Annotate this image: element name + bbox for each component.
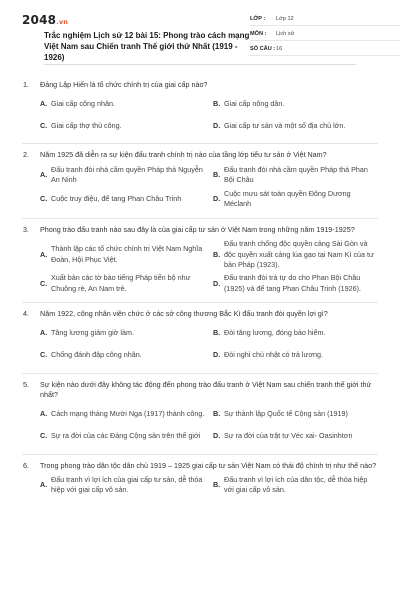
option-letter: B. (213, 98, 221, 108)
question-number: 3. (23, 224, 29, 234)
answer-option-a[interactable] (40, 324, 205, 343)
answer-option-a[interactable] (40, 405, 205, 424)
option-text: Giai cấp tư sản và một số địa chủ lớn. (224, 120, 346, 130)
question-item (22, 144, 378, 218)
answer-option-c[interactable] (40, 273, 205, 294)
question-text (22, 461, 378, 475)
question-item (22, 455, 378, 504)
option-letter: C. (40, 193, 48, 203)
meta-value: 16 (276, 46, 283, 53)
logo-suffix: .vn (56, 18, 69, 26)
option-letter: A. (40, 327, 48, 337)
question-body: Trong phong trào dân tộc dân chủ 1919 – 1925 giai cấp tư sản Việt Nam có thái độ chính trị như thế nào? (40, 460, 377, 470)
question-text (22, 309, 378, 323)
meta-label: LỚP : (250, 16, 266, 23)
option-text: Cuộc mưu sát toàn quyền Đông Dương Méclanh (224, 188, 351, 209)
option-letter: A. (40, 98, 48, 108)
option-letter: B. (213, 249, 221, 259)
option-text: Đòi nghỉ chủ nhật có trả lương. (224, 349, 324, 359)
question-body: Năm 1925 đã diễn ra sự kiện đấu tranh chính trị nào của tầng lớp tiểu tư sản ở Việt Nam? (40, 150, 327, 160)
answer-option-a[interactable] (40, 475, 205, 496)
meta-row-subject (250, 29, 400, 41)
page-title: Trắc nghiệm Lịch sử 12 bài 15: Phong trào cách mạng Việt Nam sau Chiến tranh Thế giới thứ Nhất (1919 - 1926) (44, 31, 250, 63)
header-divider (44, 64, 356, 65)
option-text: Đấu tranh đòi trả tự do cho Phan Bội Châu (1925) và để tang Phan Châu Trinh (1926). (224, 273, 362, 293)
option-letter: D. (213, 120, 221, 130)
option-text: Sự thành lập Quốc tế Cộng sản (1919) (224, 408, 348, 418)
question-list (22, 74, 378, 504)
question-item (22, 74, 378, 144)
option-letter: C. (40, 278, 48, 288)
question-body: Năm 1922, công nhân viên chức ở các sở công thương Bắc Kì đấu tranh đòi quyền lợi gì? (40, 309, 328, 319)
option-text: Đấu tranh đòi nhà cầm quyền Pháp thả Nguyễn An Ninh (51, 164, 203, 185)
option-text: Chống đánh đập công nhân. (51, 349, 142, 359)
meta-label: MÔN : (250, 31, 267, 38)
question-text (22, 380, 378, 405)
question-item (22, 374, 378, 455)
answer-option-b[interactable] (213, 475, 378, 496)
option-letter: A. (40, 249, 48, 259)
answer-option-c[interactable] (40, 346, 205, 365)
option-letter: B. (213, 408, 221, 418)
answer-options (22, 475, 378, 496)
answer-option-c[interactable] (40, 116, 205, 135)
option-letter: B. (213, 480, 221, 490)
answer-options (22, 405, 378, 446)
answer-option-d[interactable] (213, 189, 378, 210)
question-text (22, 80, 378, 94)
answer-options (22, 239, 378, 294)
answer-option-a[interactable] (40, 239, 205, 270)
answer-option-b[interactable] (213, 239, 378, 270)
answer-option-c[interactable] (40, 189, 205, 210)
answer-option-a[interactable] (40, 94, 205, 113)
option-letter: C. (40, 349, 48, 359)
meta-value: Lịch sử (276, 31, 295, 38)
option-letter: A. (40, 170, 48, 180)
option-text: Tăng lương giảm giờ làm. (51, 327, 134, 337)
answer-option-b[interactable] (213, 405, 378, 424)
meta-value: Lớp 12 (276, 16, 294, 23)
answer-options (22, 165, 378, 210)
option-letter: D. (213, 349, 221, 359)
answer-option-b[interactable] (213, 165, 378, 186)
option-text: Đòi tăng lương, đóng bảo hiểm. (224, 327, 326, 337)
answer-option-d[interactable] (213, 346, 378, 365)
question-text (22, 150, 378, 164)
logo-text: 2048 (22, 13, 57, 27)
question-number: 1. (23, 80, 29, 89)
question-number: 2. (23, 150, 29, 160)
question-number: 5. (23, 379, 29, 389)
option-text: Giai cấp thợ thủ công. (51, 120, 122, 130)
option-letter: B. (213, 170, 221, 180)
option-letter: D. (213, 193, 221, 203)
meta-row-count (250, 44, 400, 56)
answer-option-a[interactable] (40, 165, 205, 186)
question-body: Sự kiện nào dưới đây không tác động đến phong trào đấu tranh ở Việt Nam sau chiến tranh thế giới thứ nhất? (40, 379, 372, 400)
meta-row-class (250, 14, 400, 26)
meta-label: SỐ CÂU : (250, 46, 276, 53)
option-letter: C. (40, 120, 48, 130)
question-item (22, 219, 378, 304)
question-item (22, 303, 378, 373)
quiz-meta (250, 14, 400, 59)
option-text: Sự ra đời của các Đảng Cộng sản trên thế giới (51, 430, 201, 440)
option-text: Xuất bản các tờ báo tiếng Pháp tiến bộ như Chuông rè, An Nam trẻ. (51, 273, 191, 293)
option-letter: A. (40, 480, 48, 490)
option-letter: C. (40, 430, 48, 440)
answer-option-b[interactable] (213, 324, 378, 343)
option-text: Sự ra đời của trật tự Véc xai- Oasinhtơn (224, 430, 353, 440)
option-text: Giai cấp nông dân. (224, 98, 285, 108)
option-text: Cuộc truy điệu, để tang Phan Châu Trinh (51, 193, 182, 203)
option-text: Giai cấp công nhân. (51, 98, 115, 108)
option-text: Thành lập các tổ chức chính trị Việt Nam Nghĩa Đoàn, Hội Phục Việt. (51, 244, 203, 264)
option-letter: B. (213, 327, 221, 337)
option-text: Đấu tranh vì lợi ích của dân tộc, dễ thỏa hiệp với giai cấp vô sản. (224, 475, 368, 495)
question-body: Phong trào đấu tranh nào sau đây là của giai cấp tư sản ở Việt Nam trong những năm 1919-1925? (40, 224, 355, 234)
answer-option-b[interactable] (213, 94, 378, 113)
option-letter: A. (40, 408, 48, 418)
answer-options (22, 324, 378, 365)
option-text: Cách mạng tháng Mười Nga (1917) thành công. (51, 408, 205, 418)
question-text (22, 225, 378, 239)
question-body: Đảng Lập Hiến là tổ chức chính trị của giai cấp nào? (40, 80, 208, 89)
answer-options (22, 94, 378, 135)
answer-option-d[interactable] (213, 273, 378, 294)
option-text: Đấu tranh đòi nhà cầm quyền Pháp thả Phan Bội Châu (224, 164, 368, 185)
option-letter: D. (213, 278, 221, 288)
page-header (22, 0, 378, 68)
answer-option-c[interactable] (40, 427, 205, 446)
question-number: 6. (23, 460, 29, 470)
question-number: 4. (23, 309, 29, 319)
option-letter: D. (213, 430, 221, 440)
answer-option-d[interactable] (213, 116, 378, 135)
option-text: Đấu tranh chống độc quyền cảng Sài Gòn và độc quyền xuất cảng lúa gạo tại Nam Kì của tư bản Pháp (1923). (224, 239, 374, 269)
answer-option-d[interactable] (213, 427, 378, 446)
option-text: Đấu tranh vì lợi ích của giai cấp tư sản, dễ thỏa hiệp với giai cấp vô sản. (51, 475, 203, 495)
